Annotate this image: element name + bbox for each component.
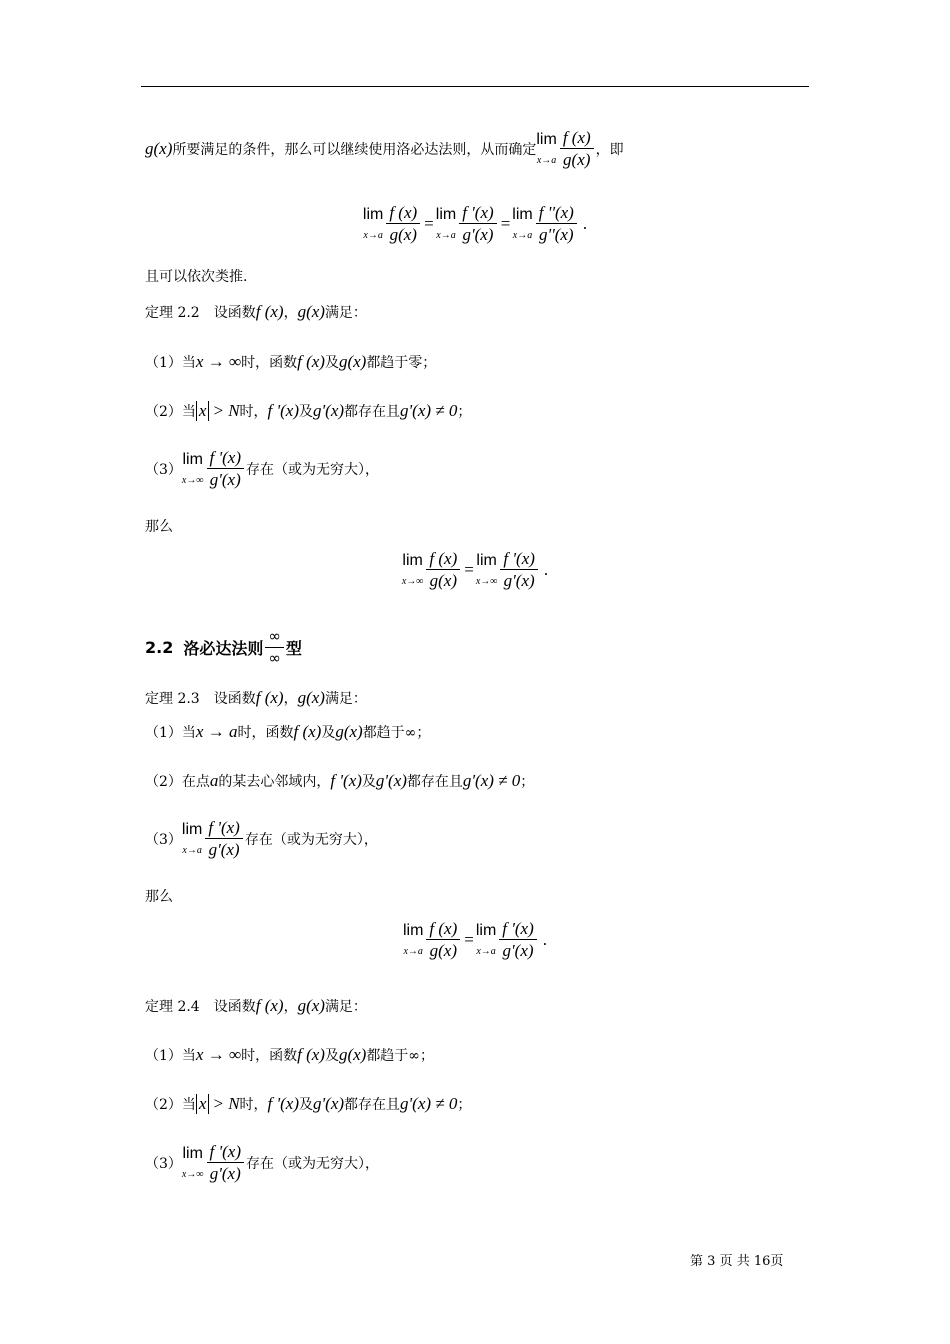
theorem-2-2-condition-2: （2）当 x > N 时， f '(x) 及 g'(x) 都存在且 g'(x) ≠ 0 ； xyxy=(145,401,472,420)
theorem-2-4-condition-3: （3） lim x→∞ $\frac{f '(x)}{g'(x)}$ 存在（或为无穷大）， xyxy=(145,1142,379,1183)
intro-text-end: ，即 xyxy=(595,141,624,158)
intro-line xyxy=(145,128,624,169)
header-rule xyxy=(141,86,809,87)
theorem-2-2-condition-1: （1）当 x → ∞ 时，函数 f (x) 及 g(x) 都趋于零； xyxy=(145,352,437,371)
theorem-2-3-title: 定理 2.3 设函数 f (x) ， g(x) 满足： xyxy=(145,688,367,707)
and-so-on-text: 且可以依次类推. xyxy=(145,269,248,285)
fraction-f-over-g: $\frac{f (x)}{g(x)}$ xyxy=(560,128,594,169)
theorem-2-3-then: 那么 xyxy=(145,889,173,905)
theorem-2-2-then: 那么 xyxy=(145,519,173,535)
theorem-2-4-condition-1: （1）当 x → ∞ 时，函数 f (x) 及 g(x) 都趋于∞； xyxy=(145,1045,434,1064)
lhopital-chain-equation: lim x→a $\frac{f (x)}{g(x)}$ = lim x→a $\frac{f '(x)}{g'(x)}$ = lim x→a $\frac{f ''(x)}{g''(x)}$ . xyxy=(362,203,588,244)
theorem-2-2-condition-3: （3） lim x→∞ $\frac{f '(x)}{g'(x)}$ 存在（或为无穷大）， xyxy=(145,448,379,489)
page-footer: 第 3 页 共 16页 xyxy=(690,1254,784,1269)
theorem-2-3-condition-2: （2）在点 a 的某去心邻域内， f '(x) 及 g'(x) 都存在且 g'(x) ≠ 0 ； xyxy=(145,771,535,790)
section-heading-2-2: 2.2 洛必达法则 $\frac{\infty}{\infty}$ 型 xyxy=(145,627,302,667)
theorem-2-3-condition-3: （3） lim x→a $\frac{f '(x)}{g'(x)}$ 存在（或为无穷大）， xyxy=(145,818,378,859)
limit-operator: lim x→a xyxy=(536,130,557,166)
theorem-2-4-condition-2: （2）当 x > N 时， f '(x) 及 g'(x) 都存在且 g'(x) ≠ 0 ； xyxy=(145,1094,472,1113)
math-gx: g(x) xyxy=(145,138,173,158)
theorem-2-2-title: 定理 2.2 设函数 f (x) ， g(x) 满足： xyxy=(145,302,367,321)
theorem-2-2-result: lim x→∞ $\frac{f (x)}{g(x)}$ = lim x→∞ $\frac{f '(x)}{g'(x)}$ . xyxy=(401,549,549,590)
theorem-2-3-condition-1: （1）当 x → a 时，函数 f (x) 及 g(x) 都趋于∞； xyxy=(145,722,431,741)
intro-text: 所要满足的条件，那么可以继续使用洛必达法则，从而确定 xyxy=(172,141,537,158)
theorem-2-4-title: 定理 2.4 设函数 f (x) ， g(x) 满足： xyxy=(145,996,367,1015)
theorem-2-3-result: lim x→a $\frac{f (x)}{g(x)}$ = lim x→a $\frac{f '(x)}{g'(x)}$ . xyxy=(402,919,548,960)
